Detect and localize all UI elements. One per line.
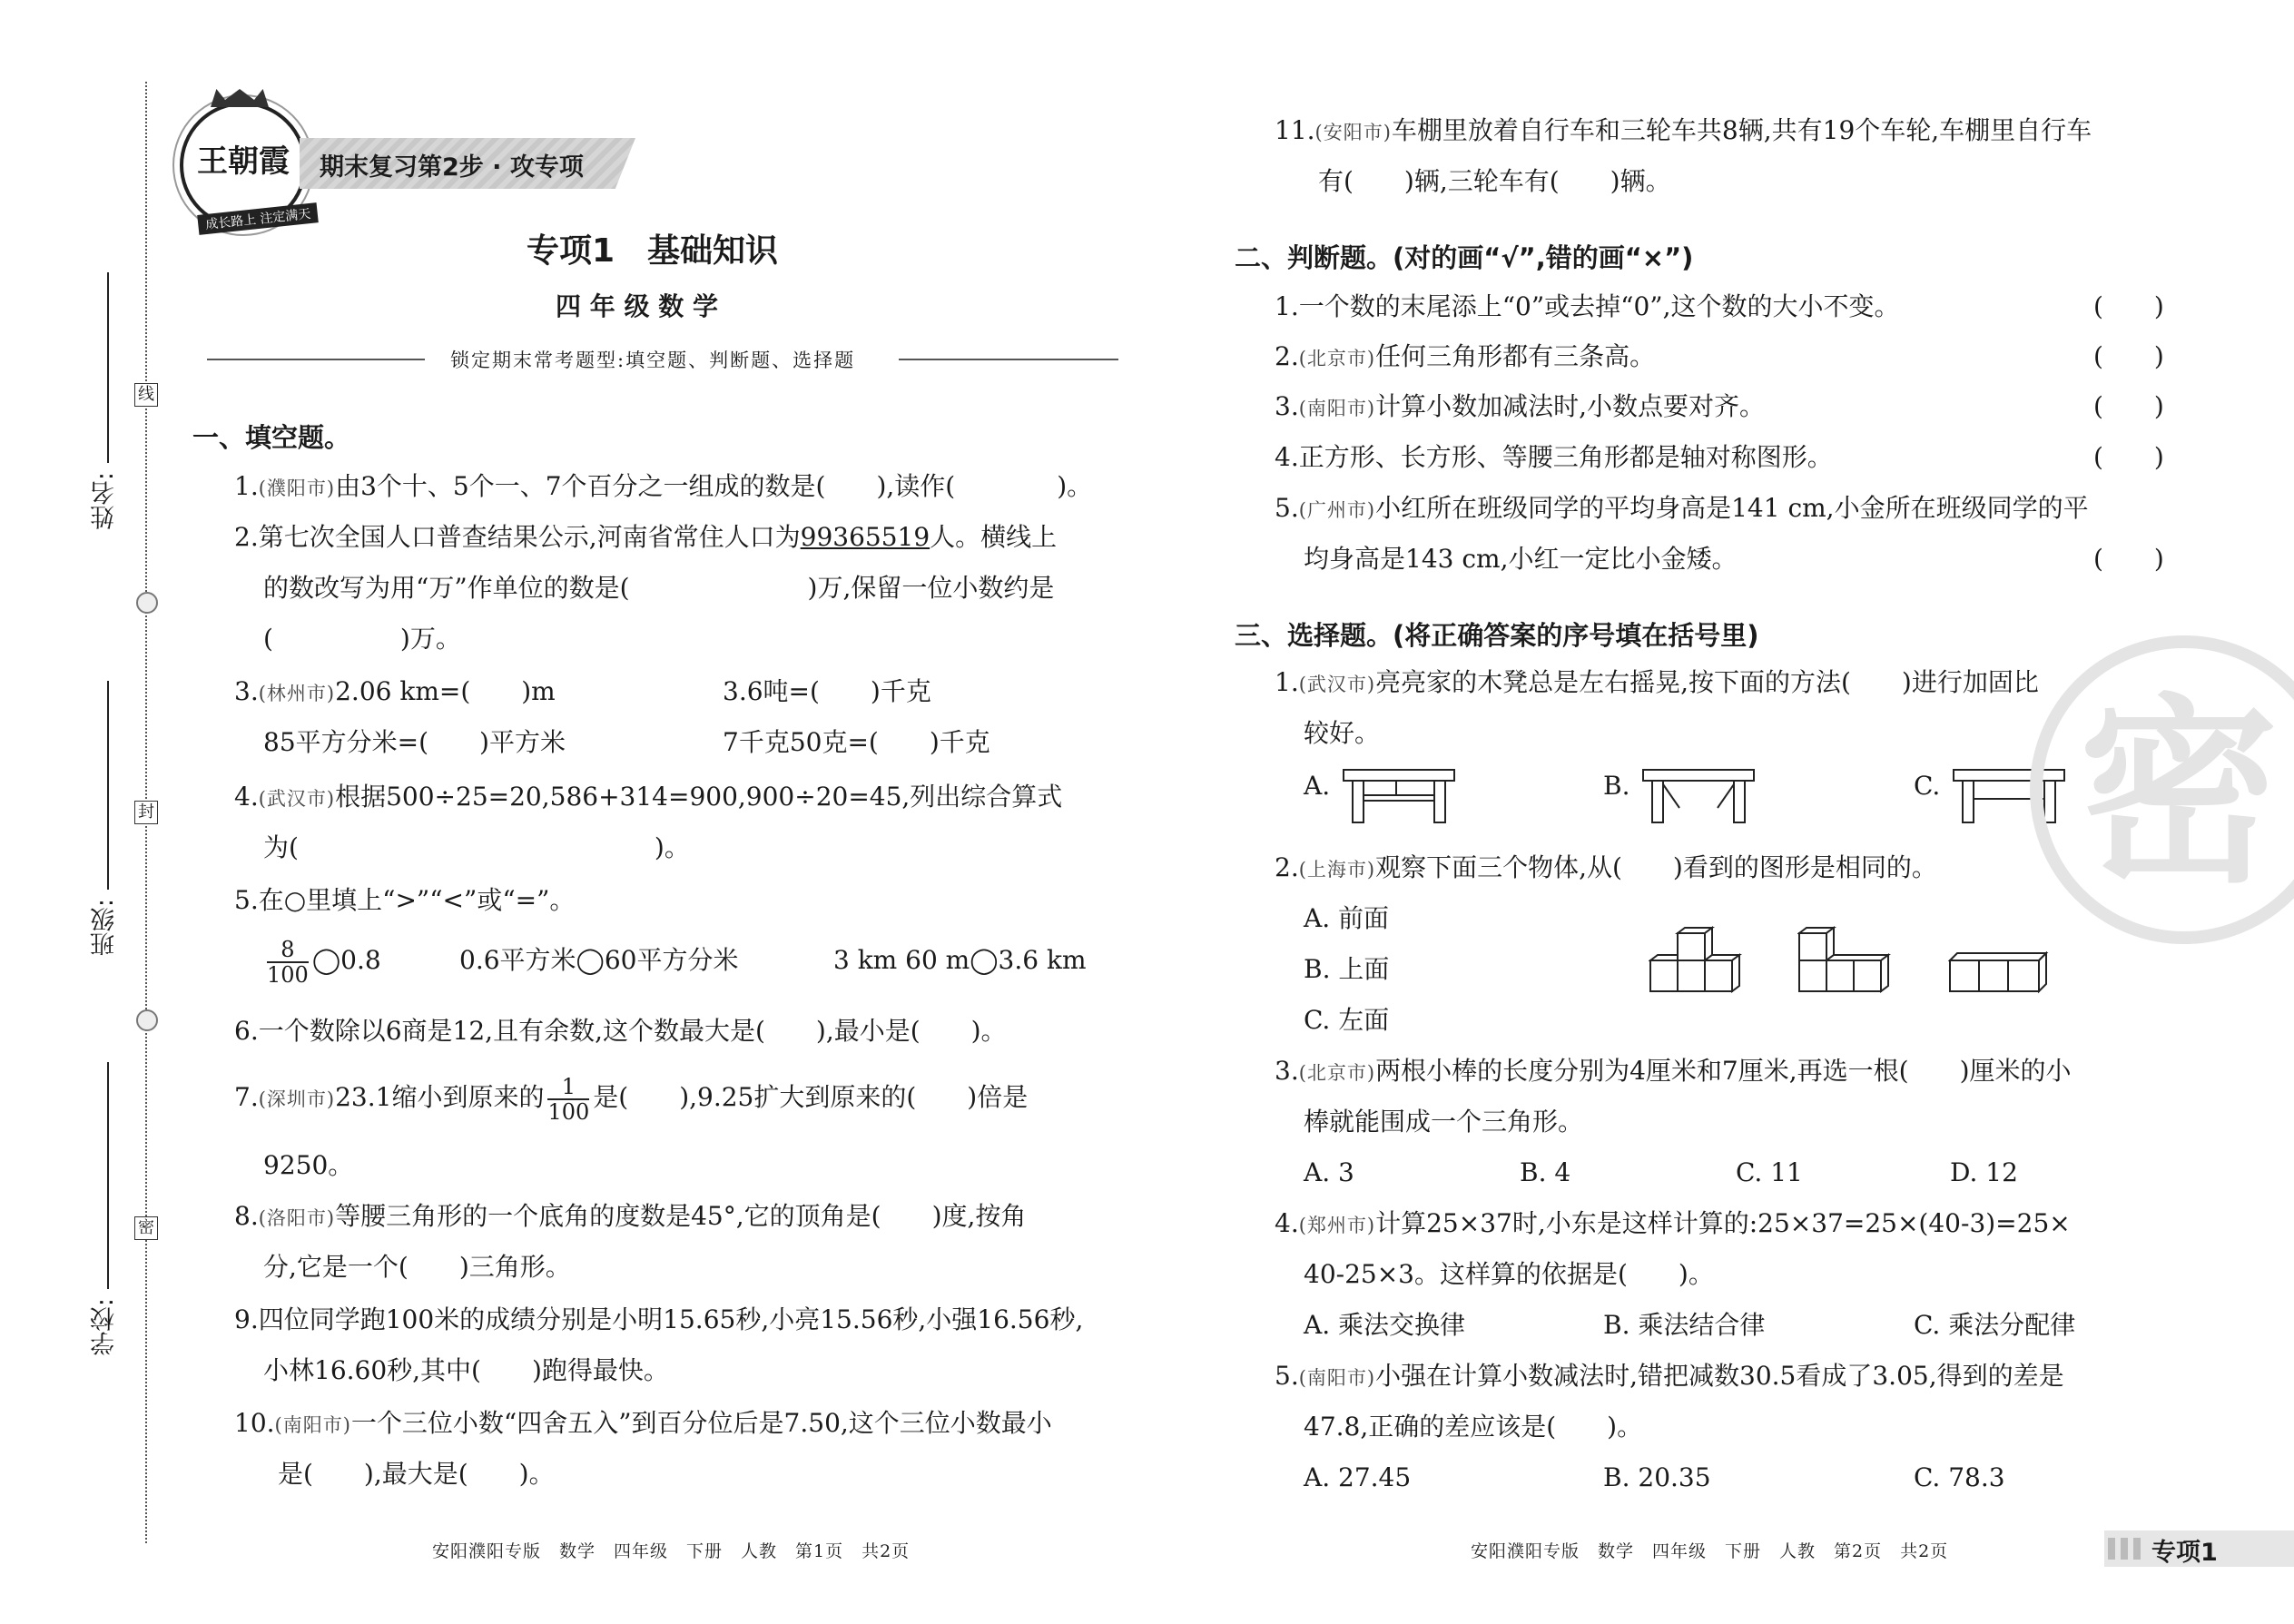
question-5-a: $\frac{8}{100}$ ◯0.8 (267, 936, 381, 988)
choice-1: 1.(武汉市)亮亮家的木凳总是左右摇晃,按下面的方法( )进行加固比 (1275, 667, 2039, 697)
choice-3-option-c[interactable]: C. 11 (1736, 1157, 1803, 1187)
logo-crown (211, 89, 269, 107)
judge-5: 5.(广州市)小红所在班级同学的平均身高是141 cm,小金所在班级同学的平 (1275, 493, 2089, 523)
judge-4: 4.正方形、长方形、等腰三角形都是轴对称图形。 (1275, 442, 1833, 472)
footer-left: 安阳濮阳专版 数学 四年级 下册 人教 第1页 共2页 (432, 1541, 911, 1561)
section-title: 三、选择题。(将正确答案的序号填在括号里) (1235, 620, 1759, 651)
question-2-line2: 的数改写为用“万”作单位的数是( )万,保留一位小数约是 (263, 573, 1055, 603)
question-8-line2: 分,它是一个( )三角形。 (263, 1252, 571, 1282)
choice-1-option-a[interactable]: A. (1304, 771, 1331, 801)
judge-answer-2[interactable]: ( ) (2093, 341, 2164, 371)
question-3-d: 7千克50克=( )千克 (723, 727, 990, 757)
school-field[interactable] (107, 1062, 109, 1289)
question-4: 4.(武汉市)根据500÷25=20,586+314=900,900÷20=45,列出综合算式 (234, 782, 1063, 812)
stool-b-image (1639, 768, 1757, 824)
choice-5: 5.(南阳市)小强在计算小数减法时,错把减数30.5看成了3.05,得到的差是 (1275, 1361, 2064, 1391)
judge-answer-4[interactable]: ( ) (2093, 442, 2164, 472)
question-9: 9.四位同学跑100米的成绩分别是小明15.65秒,小亮15.56秒,小强16.56秒, (234, 1304, 1084, 1334)
section-title: 一、填空题。 (192, 422, 351, 453)
footer-tab-label: 专项1 (2151, 1539, 2218, 1567)
question-3-b: 3.6吨=( )千克 (723, 676, 931, 706)
choice-2-option-b[interactable]: B. 上面 (1304, 954, 1390, 984)
watermark-seal (2030, 635, 2294, 944)
question-10-line2: 是( ),最大是( )。 (278, 1459, 555, 1489)
choice-4-line2: 40-25×3。这样算的依据是( )。 (1304, 1259, 1714, 1289)
school-label: 学校: (91, 1298, 119, 1356)
fraction: $\frac{1}{100}$ (547, 1073, 590, 1125)
watermark-glyph: 密 (2079, 677, 2279, 910)
question-2-line3: ( )万。 (263, 624, 461, 654)
choice-3-line2: 棒就能围成一个三角形。 (1304, 1107, 1584, 1137)
tagline-rule-left (207, 359, 425, 360)
logo-text: 王朝霞 (197, 143, 290, 180)
name-label: 姓名: (91, 472, 119, 530)
class-label: 班级: (91, 899, 119, 957)
question-6: 6.一个数除以6商是12,且有余数,这个数最大是( ),最小是( )。 (234, 1016, 1007, 1046)
bind-dot (136, 592, 158, 614)
bind-mark-secret: 密 (134, 1216, 158, 1240)
section-title: 二、判断题。(对的画“√”,错的画“×”) (1235, 242, 1694, 273)
choice-4-option-c[interactable]: C. 乘法分配律 (1914, 1310, 2076, 1340)
question-7-line2: 9250。 (263, 1150, 354, 1180)
fraction: $\frac{8}{100}$ (267, 936, 309, 988)
footer-right: 安阳濮阳专版 数学 四年级 下册 人教 第2页 共2页 (1471, 1541, 1949, 1561)
question-3: 3.(林州市)2.06 km=( )m (234, 676, 556, 706)
choice-3-option-d[interactable]: D. 12 (1950, 1157, 2018, 1187)
choice-2-option-c[interactable]: C. 左面 (1304, 1005, 1390, 1035)
choice-4-option-b[interactable]: B. 乘法结合律 (1603, 1310, 1766, 1340)
question-11-line2: 有( )辆,三轮车有( )辆。 (1318, 166, 1671, 196)
choice-5-option-a[interactable]: A. 27.45 (1304, 1462, 1412, 1492)
bind-dot (136, 1009, 158, 1031)
question-2: 2.第七次全国人口普查结果公示,河南省常住人口为99365519人。横线上 (234, 522, 1058, 552)
bind-mark-seal: 封 (134, 801, 158, 824)
question-1: 1.(濮阳市)由3个十、5个一、7个百分之一组成的数是( ),读作( )。 (234, 471, 1093, 501)
tagline-rule-right (899, 359, 1118, 360)
question-10: 10.(南阳市)一个三位小数“四舍五入”到百分位后是7.50,这个三位小数最小 (234, 1408, 1052, 1438)
judge-2: 2.(北京市)任何三角形都有三条高。 (1275, 341, 1656, 371)
choice-1-option-c[interactable]: C. (1914, 771, 1941, 801)
choice-2-option-a[interactable]: A. 前面 (1304, 903, 1390, 933)
question-5-c: 3 km 60 m◯3.6 km (833, 945, 1087, 975)
cube-object-1 (1649, 926, 1752, 995)
class-field[interactable] (107, 681, 109, 890)
page-subtitle: 四 年 级 数 学 (556, 291, 718, 321)
logo-slogan: 成长路上 注定满天 (197, 202, 319, 235)
judge-3: 3.(南阳市)计算小数加减法时,小数点要对齐。 (1275, 391, 1766, 421)
banner-label: 期末复习第2步 · 攻专项 (320, 153, 584, 182)
stool-a-image (1340, 768, 1458, 824)
question-7: 7.(深圳市)23.1缩小到原来的 $\frac{1}{100}$ 是( ),9.25扩大到原来的( )倍是 (234, 1073, 1029, 1125)
cube-object-3 (1948, 951, 2052, 995)
choice-5-option-b[interactable]: B. 20.35 (1603, 1462, 1711, 1492)
choice-1-line2: 较好。 (1304, 718, 1381, 748)
choice-3: 3.(北京市)两根小棒的长度分别为4厘米和7厘米,再选一根( )厘米的小 (1275, 1056, 2072, 1086)
cube-object-2 (1797, 926, 1905, 995)
judge-1: 1.一个数的末尾添上“0”或去掉“0”,这个数的大小不变。 (1275, 291, 1900, 321)
choice-3-option-b[interactable]: B. 4 (1520, 1157, 1571, 1187)
question-3-c: 85平方分米=( )平方米 (263, 727, 566, 757)
tagline: 锁定期末常考题型:填空题、判断题、选择题 (450, 349, 856, 371)
question-5-b: 0.6平方米◯60平方分米 (459, 945, 739, 975)
question-5: 5.在○里填上“>”“<”或“=”。 (234, 885, 576, 915)
bind-mark-line: 线 (134, 383, 158, 407)
choice-4-option-a[interactable]: A. 乘法交换律 (1304, 1310, 1466, 1340)
choice-5-option-c[interactable]: C. 78.3 (1914, 1462, 2005, 1492)
judge-5-line2: 均身高是143 cm,小红一定比小金矮。 (1304, 544, 1738, 574)
choice-4: 4.(郑州市)计算25×37时,小东是这样计算的:25×37=25×(40-3)=25× (1275, 1208, 2071, 1238)
question-8: 8.(洛阳市)等腰三角形的一个底角的度数是45°,它的顶角是( )度,按角 (234, 1201, 1027, 1231)
footer-tab-deco (2108, 1538, 2144, 1560)
choice-5-line2: 47.8,正确的差应该是( )。 (1304, 1412, 1643, 1442)
question-11: 11.(安阳市)车棚里放着自行车和三轮车共8辆,共有19个车轮,车棚里自行车 (1275, 115, 2092, 145)
name-field[interactable] (107, 272, 109, 463)
judge-answer-1[interactable]: ( ) (2093, 291, 2164, 321)
choice-1-option-b[interactable]: B. (1603, 771, 1630, 801)
question-9-line2: 小林16.60秒,其中( )跑得最快。 (263, 1355, 669, 1385)
judge-answer-3[interactable]: ( ) (2093, 391, 2164, 421)
choice-3-option-a[interactable]: A. 3 (1304, 1157, 1354, 1187)
question-4-line2: 为( )。 (263, 832, 690, 862)
choice-2: 2.(上海市)观察下面三个物体,从( )看到的图形是相同的。 (1275, 852, 1937, 882)
judge-answer-5[interactable]: ( ) (2093, 544, 2164, 574)
page-title: 专项1 基础知识 (527, 232, 779, 270)
